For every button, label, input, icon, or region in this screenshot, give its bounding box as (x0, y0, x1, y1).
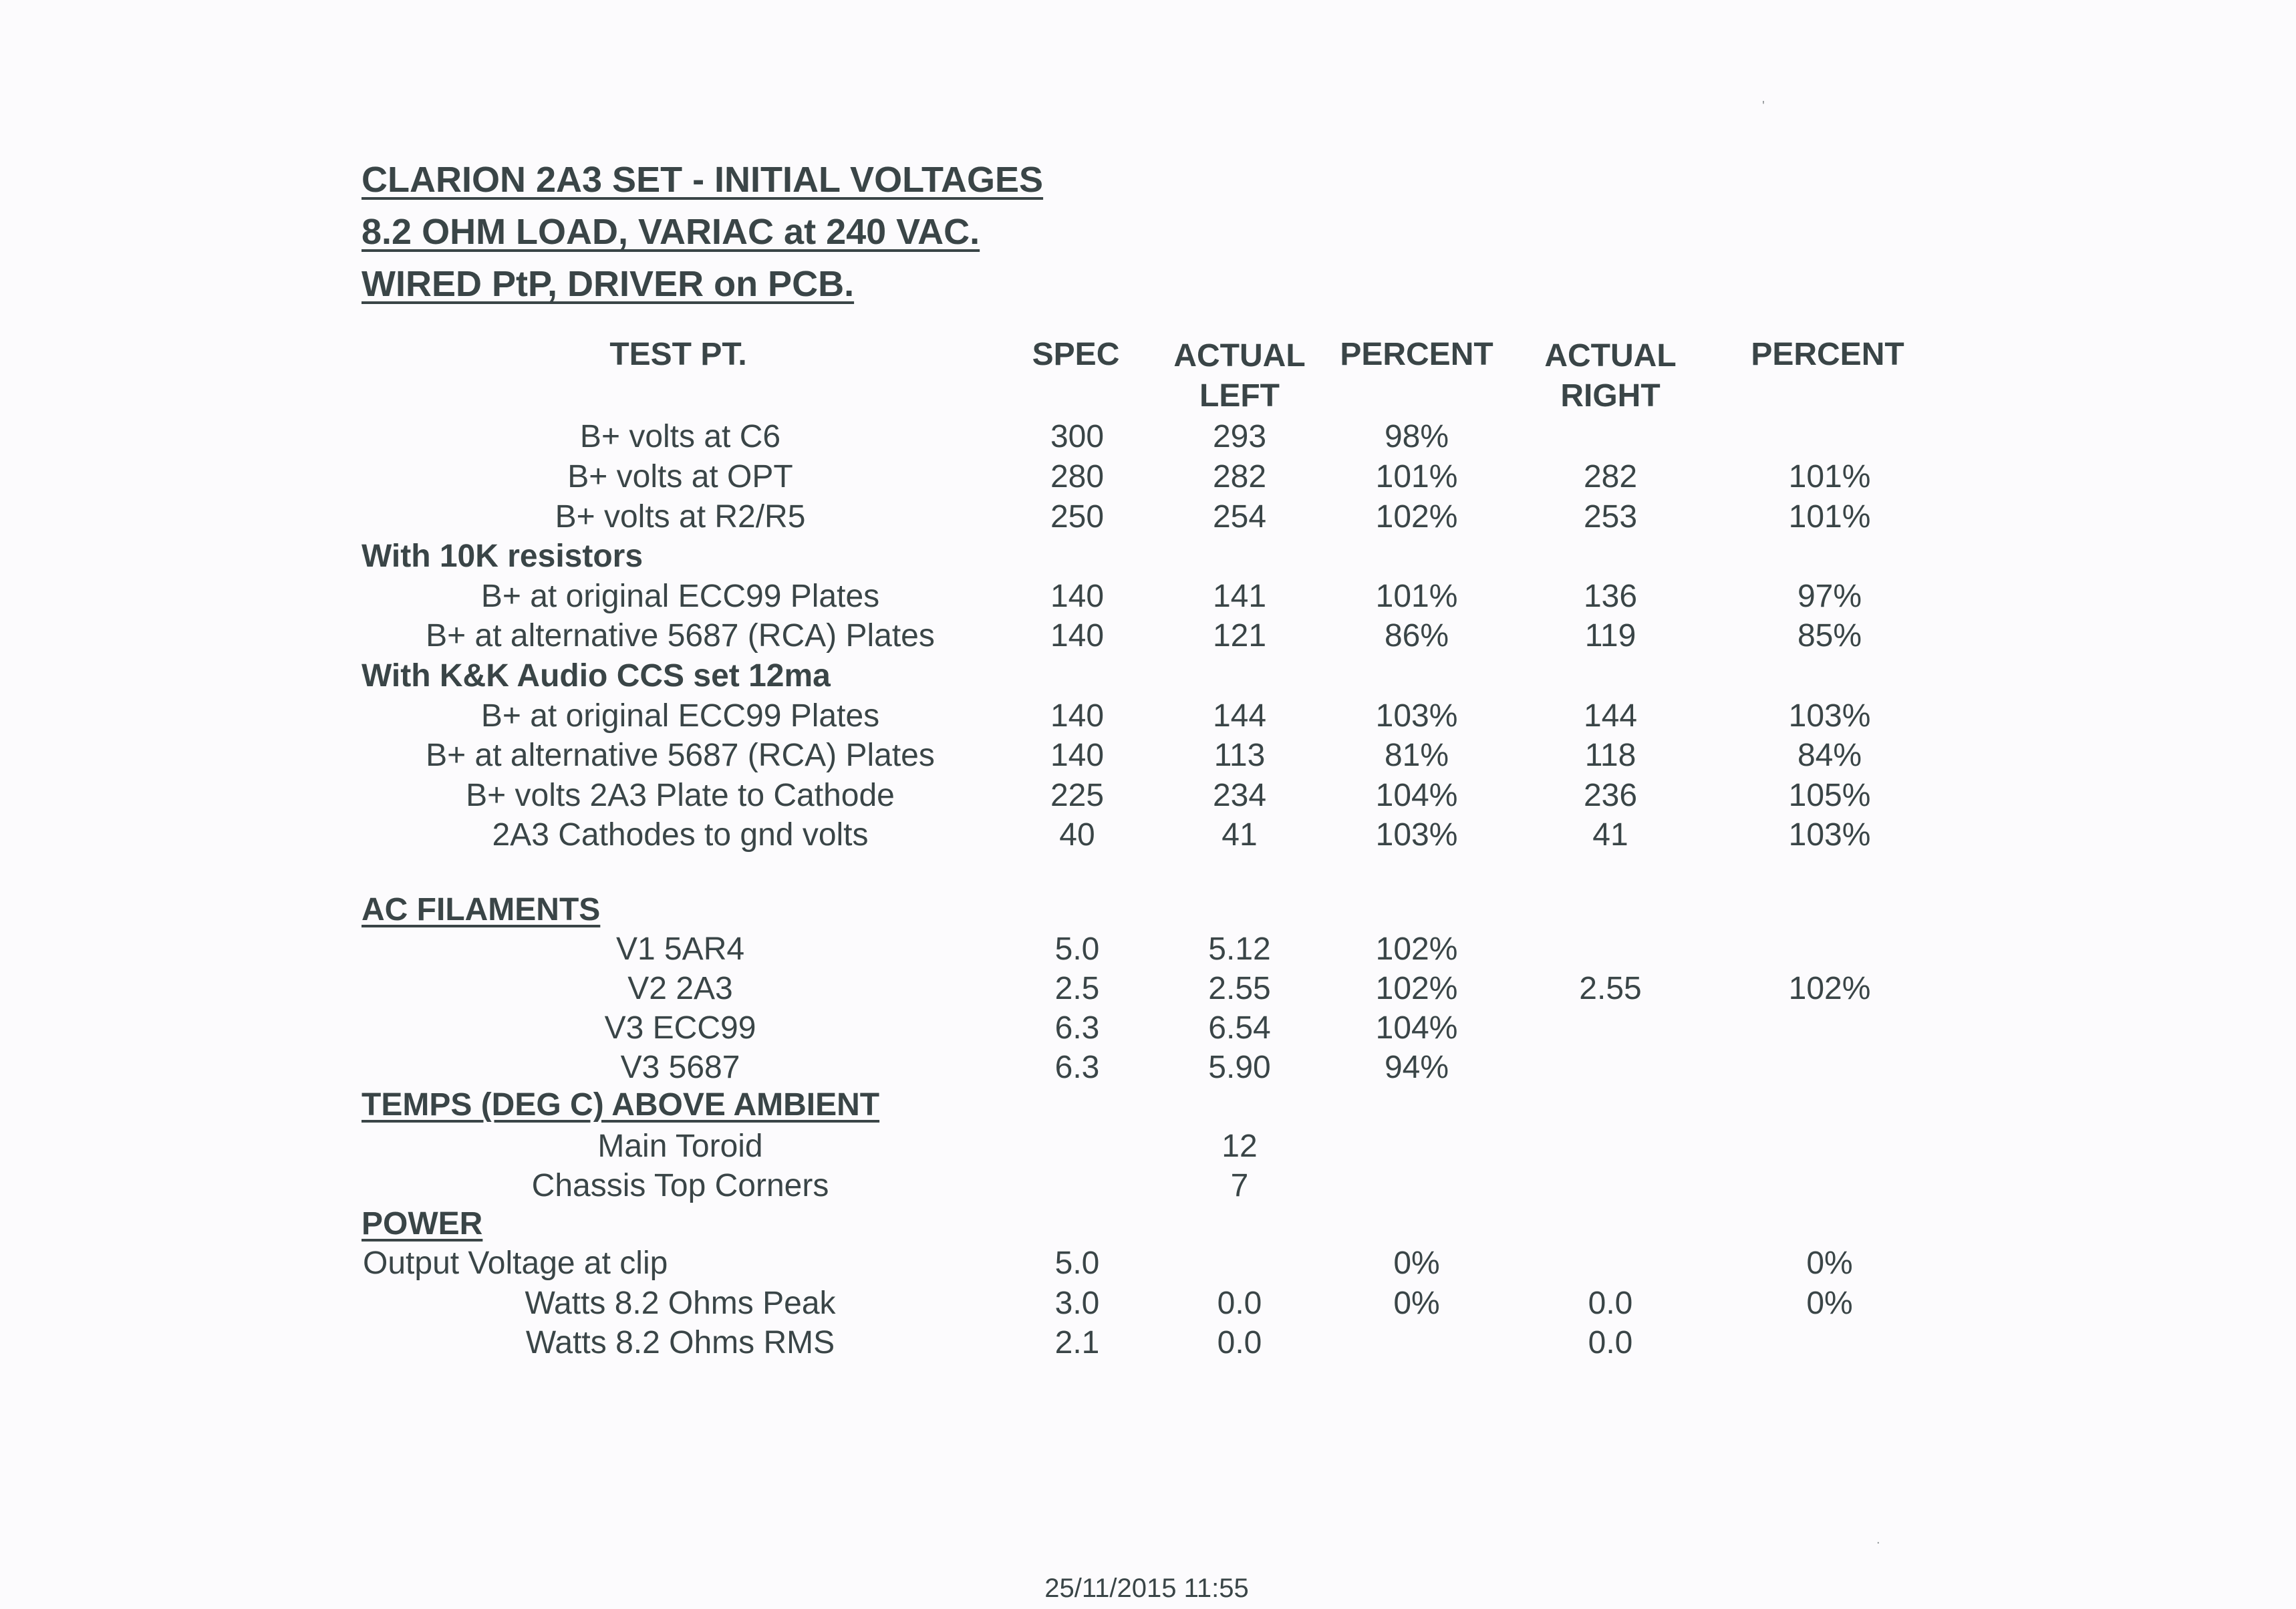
actual-right-value: 144 (1583, 698, 1638, 734)
percent-right-value: 101% (1788, 499, 1871, 535)
percent-right-value: 103% (1788, 698, 1871, 734)
percent-left-value: 86% (1384, 618, 1449, 653)
percent-left-value: 0% (1393, 1286, 1440, 1321)
table-row (0, 930, 2296, 969)
actual-right-value: 236 (1583, 778, 1638, 813)
actual-left-value: 0.0 (1217, 1325, 1262, 1360)
percent-right-value: 102% (1788, 971, 1871, 1006)
percent-left-value: 0% (1393, 1246, 1440, 1281)
document-title-line-2: 8.2 OHM LOAD, VARIAC at 240 VAC. (362, 212, 980, 252)
column-header-actual-left-line1: ACTUAL (1173, 338, 1306, 374)
table-row (0, 736, 2296, 775)
actual-left-value: 144 (1212, 698, 1267, 734)
actual-left-value: 234 (1212, 778, 1267, 813)
actual-right-value: 41 (1592, 817, 1628, 853)
table-row (0, 1167, 2296, 1205)
percent-left-value: 101% (1375, 459, 1458, 494)
actual-left-value: 113 (1213, 738, 1266, 773)
column-header-test-pt: TEST PT. (609, 337, 747, 372)
actual-left-value: 293 (1212, 419, 1267, 454)
spec-value: 5.0 (1054, 931, 1100, 967)
test-point-label: B+ at original ECC99 Plates (480, 698, 880, 734)
test-point-label: V3 ECC99 (604, 1010, 756, 1046)
spec-value: 6.3 (1054, 1050, 1100, 1085)
spec-value: 140 (1050, 698, 1105, 734)
test-point-label: V3 5687 (620, 1050, 740, 1085)
percent-right-value: 101% (1788, 459, 1871, 494)
column-header-percent-right: PERCENT (1751, 337, 1904, 372)
table-row (0, 577, 2296, 616)
table-row (0, 1048, 2296, 1087)
table-row (0, 498, 2296, 537)
percent-right-value: 0% (1806, 1246, 1853, 1281)
column-header-actual-left (1173, 336, 1305, 416)
percent-left-value: 98% (1384, 419, 1449, 454)
spec-value: 280 (1050, 459, 1105, 494)
actual-right-value: 282 (1583, 459, 1638, 494)
percent-left-value: 94% (1384, 1050, 1449, 1085)
spec-value: 40 (1059, 817, 1095, 853)
table-row (0, 816, 2296, 855)
table-row (0, 458, 2296, 496)
percent-right-value: 103% (1788, 817, 1871, 853)
footer-timestamp: 25/11/2015 11:55 (1044, 1574, 1249, 1603)
actual-right-value: 118 (1584, 738, 1636, 773)
test-point-label: Watts 8.2 Ohms Peak (525, 1286, 836, 1321)
section-heading: TEMPS (DEG C) ABOVE AMBIENT (362, 1087, 880, 1123)
actual-left-value: 0.0 (1217, 1286, 1262, 1321)
spec-value: 2.5 (1054, 971, 1100, 1006)
actual-left-value: 5.12 (1208, 931, 1271, 967)
percent-left-value: 103% (1375, 698, 1458, 734)
actual-right-value: 136 (1583, 579, 1638, 614)
spec-value: 140 (1050, 738, 1105, 773)
spec-value: 140 (1050, 579, 1105, 614)
column-header-actual-right-line2: RIGHT (1560, 378, 1661, 414)
spec-value: 3.0 (1054, 1286, 1100, 1321)
spec-value: 140 (1050, 618, 1105, 653)
test-point-label: B+ at original ECC99 Plates (480, 579, 880, 614)
test-point-label: Main Toroid (597, 1129, 763, 1164)
percent-left-value: 104% (1375, 1010, 1458, 1046)
column-header-actual-left-line2: LEFT (1199, 378, 1280, 414)
document-title-line-3: WIRED PtP, DRIVER on PCB. (362, 264, 855, 304)
actual-right-value: 253 (1583, 499, 1638, 535)
actual-right-value: 0.0 (1588, 1325, 1633, 1360)
percent-left-value: 103% (1375, 817, 1458, 853)
spec-value: 250 (1050, 499, 1105, 535)
column-header-spec: SPEC (1032, 337, 1120, 372)
table-row (0, 970, 2296, 1008)
percent-left-value: 102% (1375, 971, 1458, 1006)
spec-value: 6.3 (1054, 1010, 1100, 1046)
test-point-label: B+ at alternative 5687 (RCA) Plates (426, 618, 935, 653)
table-row (0, 1244, 2296, 1283)
actual-left-value: 254 (1212, 499, 1267, 535)
percent-right-value: 105% (1788, 778, 1871, 813)
table-row (0, 697, 2296, 736)
test-point-label: B+ at alternative 5687 (RCA) Plates (426, 738, 935, 773)
column-header-actual-right-line1: ACTUAL (1544, 338, 1677, 374)
actual-left-value: 41 (1222, 817, 1258, 853)
table-row (0, 1009, 2296, 1048)
test-point-label: Chassis Top Corners (531, 1168, 829, 1203)
test-point-label: B+ volts at C6 (579, 419, 781, 454)
test-point-label: Watts 8.2 Ohms RMS (525, 1325, 835, 1360)
spec-value: 2.1 (1054, 1325, 1100, 1360)
spec-value: 300 (1050, 419, 1105, 454)
column-header-percent-left: PERCENT (1340, 337, 1493, 372)
actual-left-value: 6.54 (1208, 1010, 1271, 1046)
actual-left-value: 121 (1212, 618, 1267, 653)
scan-speck: ' (1762, 99, 1765, 114)
actual-right-value: 0.0 (1588, 1286, 1633, 1321)
scan-speck: . (1876, 1532, 1880, 1547)
table-row (0, 776, 2296, 815)
table-row (0, 1284, 2296, 1323)
percent-left-value: 102% (1375, 931, 1458, 967)
table-row (0, 1127, 2296, 1166)
percent-left-value: 81% (1384, 738, 1449, 773)
percent-right-value: 85% (1797, 618, 1862, 653)
table-row (0, 1324, 2296, 1362)
percent-left-value: 104% (1375, 778, 1458, 813)
actual-right-value: 2.55 (1579, 971, 1642, 1006)
document-title-line-1: CLARION 2A3 SET - INITIAL VOLTAGES (362, 160, 1044, 200)
percent-left-value: 102% (1375, 499, 1458, 535)
column-header-actual-right (1544, 336, 1676, 416)
section-heading: AC FILAMENTS (362, 892, 601, 927)
actual-left-value: 12 (1222, 1129, 1258, 1164)
table-row (0, 418, 2296, 456)
percent-left-value: 101% (1375, 579, 1458, 614)
test-point-label: V2 2A3 (627, 971, 733, 1006)
section-heading: POWER (362, 1206, 483, 1241)
table-row (0, 617, 2296, 655)
percent-right-value: 97% (1797, 579, 1862, 614)
test-point-label: 2A3 Cathodes to gnd volts (492, 817, 869, 853)
test-point-label: B+ volts at R2/R5 (555, 499, 806, 535)
group-subheading: With 10K resistors (362, 539, 643, 574)
actual-left-value: 2.55 (1208, 971, 1271, 1006)
actual-right-value: 119 (1584, 618, 1636, 653)
test-point-label: B+ volts at OPT (567, 459, 793, 494)
test-point-label: V1 5AR4 (615, 931, 745, 967)
test-point-label: Output Voltage at clip (363, 1246, 668, 1281)
spec-value: 225 (1050, 778, 1105, 813)
percent-right-value: 84% (1797, 738, 1862, 773)
actual-left-value: 282 (1212, 459, 1267, 494)
percent-right-value: 0% (1806, 1286, 1853, 1321)
actual-left-value: 7 (1230, 1168, 1249, 1203)
actual-left-value: 141 (1212, 579, 1267, 614)
group-subheading: With K&K Audio CCS set 12ma (362, 658, 831, 694)
actual-left-value: 5.90 (1208, 1050, 1271, 1085)
test-point-label: B+ volts 2A3 Plate to Cathode (466, 778, 895, 813)
spec-value: 5.0 (1054, 1246, 1100, 1281)
